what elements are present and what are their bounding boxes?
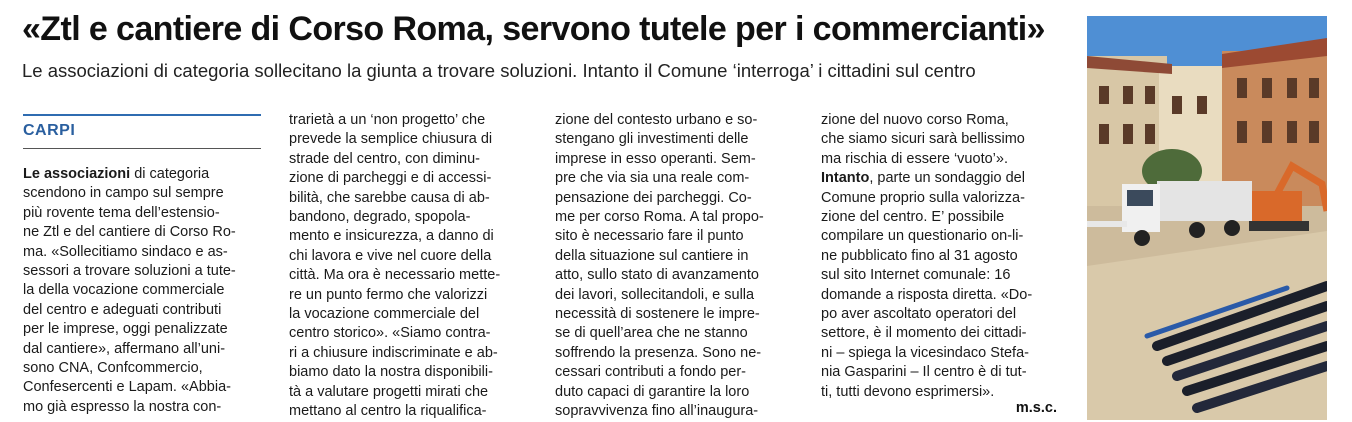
article-line: che siamo sicuri sarà bellissimo [821, 131, 1025, 148]
article-line: me per corso Roma. A tal propo- [555, 209, 764, 226]
article-line: mo già espresso la nostra con- [23, 398, 222, 415]
article-line: sopravvivenza fino all’inaugura- [555, 403, 759, 420]
article-line: dei lavori, sollecitandoli, e sulla [555, 286, 755, 303]
article-line: ne Ztl e del cantiere di Corso Ro- [23, 224, 236, 241]
article-line: necessità di sostenere le impre- [555, 306, 760, 323]
photo-truck-box [1157, 181, 1252, 221]
article-line: la della vocazione commerciale [23, 282, 225, 299]
article-line: sono CNA, Confcommercio, [23, 360, 203, 377]
article-line: stengano gli investimenti delle [555, 131, 749, 148]
article-line: settore, è il momento dei cittadi- [821, 325, 1027, 342]
article-line: zione del nuovo corso Roma, [821, 112, 1009, 128]
article-line: ma rischia di essere ‘vuoto’». [821, 150, 1008, 167]
lead-in-bold: Intanto [821, 170, 870, 187]
article-line: trarietà a un ‘non progetto’ che [289, 112, 486, 128]
article-line: re un punto fermo che valorizzi [289, 286, 488, 303]
headline: «Ztl e cantiere di Corso Roma, servono tutele per i commercianti» [22, 10, 1045, 48]
article-line: mento e insicurezza, a danno di [289, 228, 494, 245]
article-line: duto capaci di garantire la loro [555, 383, 750, 400]
article-line: ri a chiusure indiscriminate e ab- [289, 344, 498, 361]
article-line: zione del centro. E’ possibile [821, 209, 1005, 226]
article-column-1 [23, 165, 261, 417]
article-line: centro storico». «Siamo contra- [289, 325, 491, 342]
article-line: mettano al centro la riqualifica- [289, 403, 487, 420]
article-line: zione di parcheggi e di accessi- [289, 170, 492, 187]
article-line: tà a valutare progetti mirati che [289, 383, 489, 400]
article-line: se di quell’area che ne stanno [555, 325, 748, 342]
article-line: domande a risposta diretta. «Do- [821, 286, 1033, 303]
article-line: bilità, che sarebbe causa di ab- [289, 189, 490, 206]
article-line: nia Gasparini – Il centro è di tut- [821, 364, 1027, 381]
article-line: pre che via sia una reale com- [555, 170, 750, 187]
lead-in-bold: Le associazioni [23, 166, 131, 182]
article-line: strade del centro, con diminu- [289, 150, 481, 167]
article-line: Le associazioni di categoria [23, 166, 210, 182]
article-line: prevede la semplice chiusura di [289, 131, 493, 148]
article-line: più rovente tema dell’estensio- [23, 204, 220, 221]
article-line: Confesercenti e Lapam. «Abbia- [23, 379, 231, 396]
construction-site-photo [1087, 16, 1327, 420]
article-line: sul sito Internet comunale: 16 [821, 267, 1011, 284]
article-line: ma. «Sollecitiamo sindaco e as- [23, 243, 228, 260]
article-line: del centro e adeguati contributi [23, 301, 222, 318]
article-line: po aver ascoltato operatori del [821, 306, 1017, 323]
author-signature: m.s.c. [1015, 400, 1057, 416]
article-line: Comune proprio sulla valorizza- [821, 189, 1025, 206]
article-line: compilare un questionario on-li- [821, 228, 1024, 245]
article-line: biamo dato la nostra disponibili- [289, 364, 493, 381]
article-line: della situazione sul cantiere in [555, 247, 749, 264]
article-line: scendono in campo sul sempre [23, 185, 224, 202]
article-line: ni – spiega la vicesindaco Stefa- [821, 344, 1029, 361]
article-line: bandono, degrado, spopola- [289, 209, 471, 226]
photo-excavator-body [1252, 191, 1302, 221]
section-rule-top [23, 114, 261, 116]
article-line: sessori a trovare soluzioni a tute- [23, 263, 236, 280]
article-line: Intanto, parte un sondaggio del [821, 170, 1025, 187]
article-line: atto, sullo stato di avanzamento [555, 267, 759, 284]
article-line: cessari contributi a fondo per- [555, 364, 747, 381]
article-column-3 [555, 111, 792, 422]
article-line: sito è necessario fare il punto [555, 228, 744, 245]
article-line: imprese in esso operanti. Sem- [555, 150, 756, 167]
article-line: chi lavora e vive nel cuore della [289, 247, 492, 264]
article-column-2 [289, 111, 525, 422]
article-line: pensazione dei parcheggi. Co- [555, 189, 752, 206]
article-line: zione del contesto urbano e so- [555, 112, 758, 128]
subheadline: Le associazioni di categoria sollecitano la giunta a trovare soluzioni. Intanto il Comune ‘interroga’ i cittadini sul centro [22, 60, 976, 81]
article-column-4 [821, 111, 1057, 402]
article-line: la vocazione commerciale del [289, 306, 480, 323]
article-line: per le imprese, oggi penalizzate [23, 321, 228, 338]
article-line: ti, tutti devono esprimersi». [821, 383, 995, 400]
section-label: CARPI [23, 122, 76, 139]
article-line: soffrendo la presenza. Sono ne- [555, 344, 762, 361]
section-rule-bottom [23, 148, 261, 149]
article-line: dal cantiere», affermano all’uni- [23, 340, 226, 357]
article-line: ne pubblicato fino al 31 agosto [821, 247, 1018, 264]
article-line: città. Ma ora è necessario mette- [289, 267, 501, 284]
